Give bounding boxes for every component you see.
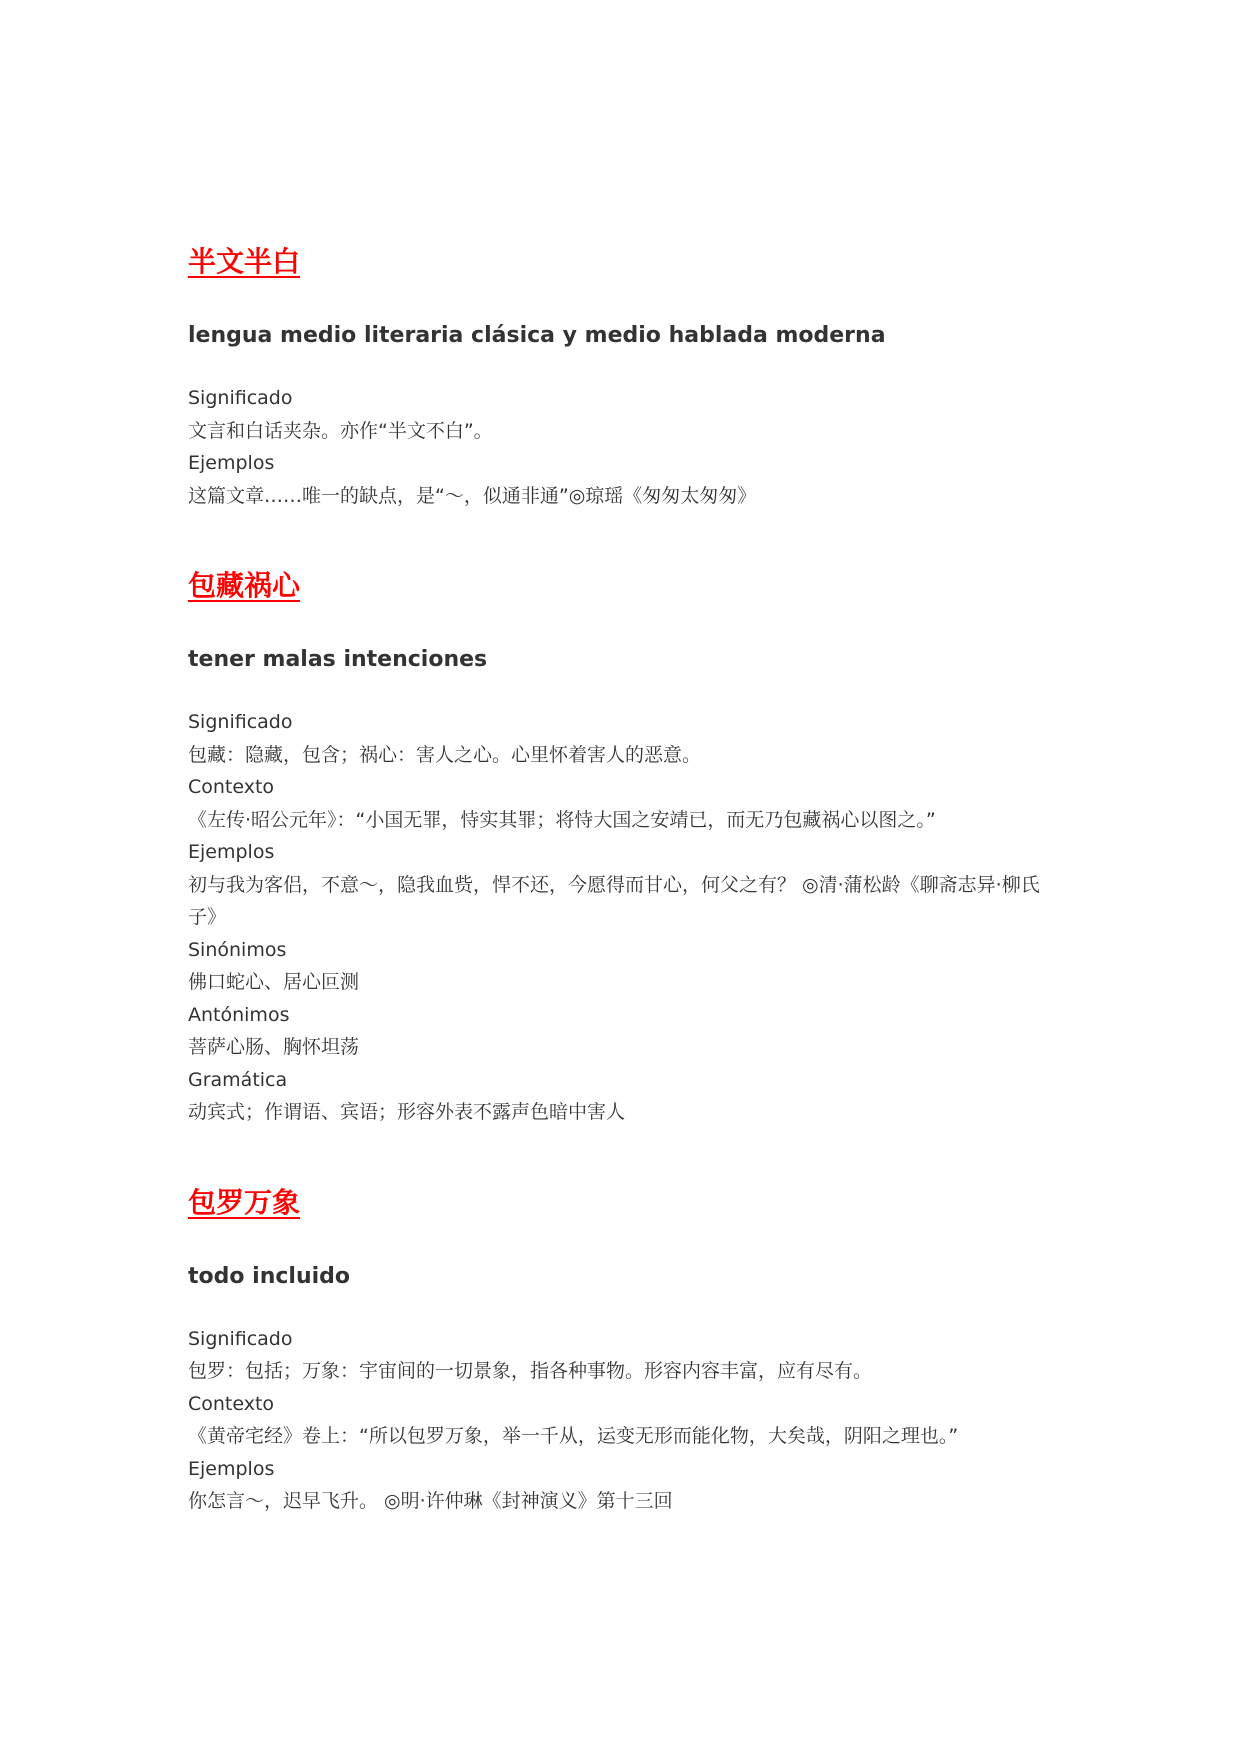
field-value-sinonimos: 佛口蛇心、居心叵测 — [188, 971, 360, 993]
field-label-ejemplos: Ejemplos — [188, 841, 275, 863]
field-value-ejemplos: 这篇文章……唯一的缺点，是“～，似通非通”◎琼瑶《匆匆太匆匆》 — [188, 484, 757, 507]
field-value-contexto: 《黄帝宅经》卷上：“所以包罗万象，举一千从，运变无形而能化物，大矣哉，阴阳之理也。” — [188, 1425, 959, 1447]
field-label-ejemplos: Ejemplos — [188, 1457, 275, 1480]
field-value-contexto: 《左传·昭公元年》：“小国无罪，恃实其罪；将恃大国之安靖已，而无乃包藏祸心以图之。” — [188, 808, 936, 831]
document-page — [188, 238, 1068, 1518]
field-label-contexto: Contexto — [188, 1392, 275, 1415]
field-label-ejemplos: Ejemplos — [188, 452, 275, 474]
idiom-entry — [188, 562, 1068, 1129]
field-label-contexto: Contexto — [188, 776, 275, 798]
field-label-significado: Significado — [188, 711, 293, 733]
field-value-significado: 文言和白话夹杂。亦作“半文不白”。 — [188, 419, 493, 442]
field-label-significado: Significado — [188, 1327, 293, 1350]
idiom-translation: lengua medio literaria clásica y medio hablada moderna — [188, 323, 886, 348]
field-label-antonimos: Antónimos — [188, 1003, 290, 1026]
field-value-significado: 包罗：包括；万象：宇宙间的一切景象，指各种事物。形容内容丰富，应有尽有。 — [188, 1360, 873, 1382]
idiom-translation: todo incluido — [188, 1263, 351, 1289]
field-label-sinonimos: Sinónimos — [188, 938, 287, 961]
idiom-translation: tener malas intenciones — [188, 647, 488, 672]
field-value-ejemplos: 初与我为客侣，不意～，隐我血赀，悍不还，今愿得而甘心，何父之有？ ◎清·蒲松龄《聊斋志异·柳氏子》 — [188, 873, 1040, 928]
idiom-title-link[interactable]: 半文半白 — [188, 245, 301, 278]
field-value-gramatica: 动宾式；作谓语、宾语；形容外表不露声色暗中害人 — [188, 1101, 626, 1123]
field-label-gramatica: Gramática — [188, 1068, 288, 1091]
idiom-entry — [188, 238, 1068, 512]
field-value-antonimos: 菩萨心肠、胸怀坦荡 — [188, 1036, 360, 1058]
entry-fields — [188, 1323, 1068, 1518]
field-label-significado: Significado — [188, 387, 293, 409]
field-value-significado: 包藏：隐藏，包含；祸心：害人之心。心里怀着害人的恶意。 — [188, 743, 702, 766]
entry-fields — [188, 706, 1068, 1129]
idiom-entry — [188, 1179, 1068, 1518]
entry-fields — [188, 382, 1068, 512]
idiom-title-link[interactable]: 包藏祸心 — [188, 569, 301, 602]
idiom-title-link[interactable]: 包罗万象 — [188, 1185, 301, 1219]
field-value-ejemplos: 你怎言～，迟早飞升。 ◎明·许仲琳《封神演义》第十三回 — [188, 1490, 673, 1512]
